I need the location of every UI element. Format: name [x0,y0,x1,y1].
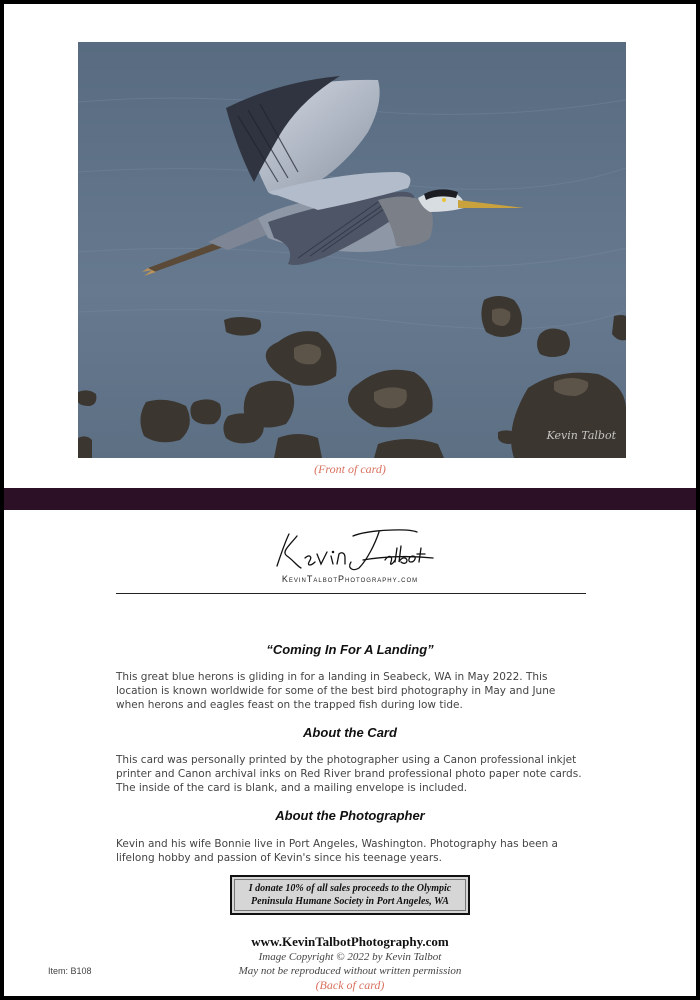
about-photographer-text: Kevin and his wife Bonnie live in Port Angeles, Washington. Photography has been a lifelong hobby and passion of Kevin's since his teenage years. [116,838,558,864]
donation-notice [230,875,470,915]
photo-watermark: Kevin Talbot [546,429,616,442]
about-photographer-section [116,808,584,823]
about-card-text: This card was personally printed by the photographer using a Canon professional inkjet printer and Canon archival inks on Red River brand professional photo paper note cards. The inside of the card is blank, and a mailing envelope is included. [116,754,582,794]
card-back [4,510,696,996]
logo [4,520,696,584]
card-front [4,4,696,488]
front-caption: (Front of card) [314,462,386,476]
logo-divider [116,593,586,594]
item-number: Item: B108 [48,966,92,976]
permission-notice: May not be reproduced without written permission [238,965,462,977]
donation-text: I donate 10% of all sales proceeds to the Olympic Peninsula Humane Society in Port Angeles, WA [248,883,452,907]
about-card-section [116,725,584,740]
logo-site: KevinTalbotPhotography.com [281,574,419,584]
copyright: Image Copyright © 2022 by Kevin Talbot [258,951,442,963]
footer [4,934,696,993]
title-description: This great blue herons is gliding in for a landing in Seabeck, WA in May 2022. This location is known worldwide for some of the best bird photography in May and June when herons and eagles feast on the trapped fish during low tide. [116,671,556,711]
about-card-heading: About the Card [303,725,397,740]
signature-logo [267,526,437,574]
divider-band [4,488,696,510]
heron-photo [78,42,626,458]
about-photographer-heading: About the Photographer [275,808,425,823]
back-caption: (Back of card) [315,978,385,992]
card-title: “Coming In For A Landing” [266,642,434,657]
website-url: www.KevinTalbotPhotography.com [251,934,449,949]
title-section [116,642,584,657]
heron-illustration [78,42,626,458]
